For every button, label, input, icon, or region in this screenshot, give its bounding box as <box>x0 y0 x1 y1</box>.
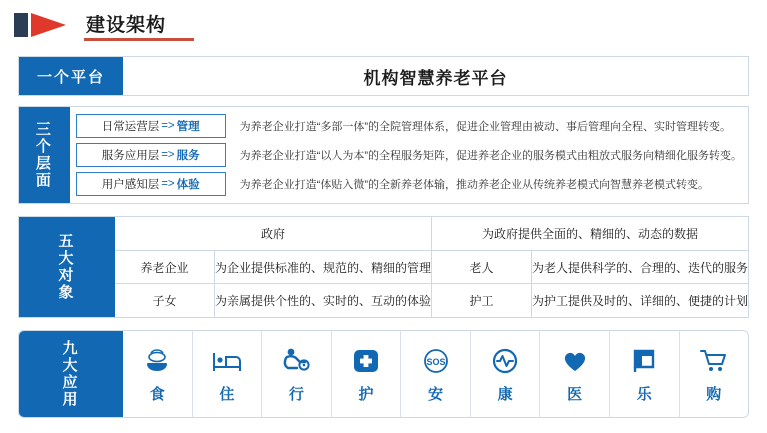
app-label: 行 <box>288 385 304 403</box>
level-key-prefix: 日常运营层 <box>101 120 160 133</box>
level-desc: 为养老企业打造“多部一体”的全院管理体系，促进企业管理由被动、事后管理向全程、实时管理转变。 <box>239 120 731 133</box>
object-government-desc: 为政府提供全面的、精细的、动态的数据 <box>481 226 698 241</box>
app-label: 乐 <box>636 385 652 403</box>
page-title: 建设架构 <box>86 15 167 36</box>
object-caregiver: 护工 <box>432 284 532 317</box>
platform-label: 一个平台 <box>19 57 123 95</box>
app-item-care[interactable] <box>332 331 402 417</box>
app-item-health[interactable] <box>471 331 541 417</box>
level-keyword: 体验 <box>176 179 200 192</box>
arrow-icon: => <box>161 178 175 191</box>
level-desc: 为养老企业打造“体贴入微”的全新养老体输，推动养老企业从传统养老模式向智慧养老模式转变。 <box>239 179 709 192</box>
title-underline <box>84 38 194 41</box>
object-elder-desc: 为老人提供科学的、合理的、迭代的服务 <box>531 260 748 275</box>
level-key <box>76 172 226 196</box>
objects-grid-row <box>115 251 748 285</box>
objects-grid-row <box>115 284 748 317</box>
app-item-shopping[interactable] <box>680 331 749 417</box>
app-label: 医 <box>567 385 583 403</box>
wheelchair-assist-icon <box>280 345 312 377</box>
level-keyword: 管理 <box>176 120 200 133</box>
app-item-medical[interactable] <box>540 331 610 417</box>
header <box>14 8 753 44</box>
level-key-prefix: 用户感知层 <box>101 179 160 192</box>
app-label: 护 <box>358 385 374 403</box>
arrow-icon: => <box>161 119 175 132</box>
app-label: 食 <box>149 385 165 403</box>
objects-grid-row <box>115 217 748 251</box>
applications-row <box>18 330 749 418</box>
level-keyword: 服务 <box>176 149 200 162</box>
level-key-prefix: 服务应用层 <box>101 149 160 162</box>
heart-icon <box>560 345 590 377</box>
app-item-leisure[interactable] <box>610 331 680 417</box>
objects-row <box>18 216 749 318</box>
level-key <box>76 114 226 138</box>
applications-label-text: 九大应用 <box>62 339 80 409</box>
shopping-cart-icon <box>698 345 730 377</box>
app-item-housing[interactable] <box>193 331 263 417</box>
object-children-desc: 为亲属提供个性的、实时的、互动的体验 <box>214 294 431 309</box>
levels-row <box>18 106 749 204</box>
flag-icon <box>629 345 659 377</box>
level-item <box>76 142 742 168</box>
app-label: 安 <box>428 385 444 403</box>
levels-list <box>70 107 748 203</box>
levels-label <box>19 107 70 203</box>
svg-text:SOS: SOS <box>426 356 446 367</box>
object-enterprise-desc: 为企业提供标准的、规范的、精细的管理 <box>214 260 431 275</box>
bowl-food-icon <box>142 345 172 377</box>
object-government: 政府 <box>115 217 432 250</box>
app-item-safety[interactable] <box>401 331 471 417</box>
heartbeat-pulse-icon <box>490 345 520 377</box>
level-item <box>76 171 742 197</box>
level-desc: 为养老企业打造“以人为本”的全程服务矩阵，促进养老企业的服务模式由粗放式服务向精细化服务转变。 <box>239 149 742 162</box>
app-label: 住 <box>219 385 235 403</box>
objects-label-text: 五大对象 <box>58 232 76 302</box>
level-key <box>76 143 226 167</box>
object-elder: 老人 <box>432 251 532 284</box>
sos-circle-icon <box>421 345 451 377</box>
objects-label <box>19 217 115 317</box>
platform-row <box>18 56 749 96</box>
object-children: 子女 <box>115 284 215 317</box>
bed-icon <box>211 345 243 377</box>
object-caregiver-desc: 为护工提供及时的、详细的、便捷的计划 <box>531 294 748 309</box>
app-label: 购 <box>706 385 722 403</box>
applications-label <box>19 331 123 417</box>
medical-cross-icon <box>351 345 381 377</box>
app-item-mobility[interactable] <box>262 331 332 417</box>
levels-label-text: 三个层面 <box>35 120 53 190</box>
triangle-arrow-icon <box>14 12 70 38</box>
level-item <box>76 113 742 139</box>
platform-value: 机构智慧养老平台 <box>363 68 508 88</box>
applications-list <box>123 331 748 417</box>
app-label: 康 <box>497 385 513 403</box>
object-enterprise: 养老企业 <box>115 251 215 284</box>
arrow-icon: => <box>161 148 175 161</box>
objects-grid <box>115 217 748 317</box>
app-item-food[interactable] <box>123 331 193 417</box>
